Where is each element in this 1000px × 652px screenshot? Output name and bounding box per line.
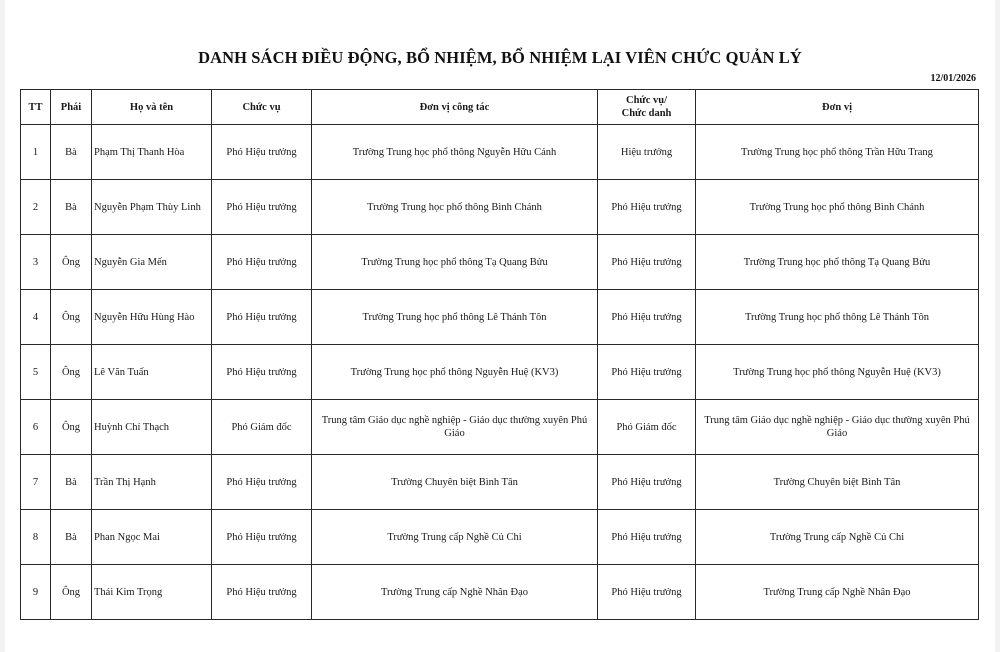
cell-ho-va-ten: Huỳnh Chí Thạch	[92, 400, 212, 455]
cell-chuc-vu-moi: Phó Hiệu trưởng	[598, 565, 696, 620]
cell-don-vi: Trường Trung cấp Nghề Nhân Đạo	[696, 565, 979, 620]
table-row	[21, 510, 979, 565]
cell-tt: 6	[21, 400, 51, 455]
header-chuc-vu: Chức vụ	[212, 90, 312, 125]
cell-phai: Bà	[51, 455, 92, 510]
cell-chuc-vu-moi: Phó Hiệu trưởng	[598, 345, 696, 400]
cell-ho-va-ten: Thái Kim Trọng	[92, 565, 212, 620]
cell-don-vi-cong-tac: Trường Trung cấp Nghề Củ Chi	[312, 510, 598, 565]
document-date: 12/01/2026	[930, 73, 976, 84]
cell-chuc-vu-moi: Phó Hiệu trưởng	[598, 455, 696, 510]
page-edge-left	[0, 0, 5, 652]
cell-phai: Ông	[51, 290, 92, 345]
cell-don-vi-cong-tac: Trường Trung học phổ thông Bình Chánh	[312, 180, 598, 235]
cell-phai: Ông	[51, 565, 92, 620]
cell-tt: 8	[21, 510, 51, 565]
cell-don-vi-cong-tac: Trường Chuyên biệt Bình Tân	[312, 455, 598, 510]
cell-chuc-vu: Phó Giám đốc	[212, 400, 312, 455]
cell-chuc-vu-moi: Hiệu trưởng	[598, 125, 696, 180]
cell-don-vi-cong-tac: Trường Trung học phổ thông Nguyễn Hữu Cảnh	[312, 125, 598, 180]
cell-chuc-vu-moi: Phó Hiệu trưởng	[598, 510, 696, 565]
cell-chuc-vu-moi: Phó Hiệu trưởng	[598, 180, 696, 235]
cell-don-vi: Trường Trung học phổ thông Bình Chánh	[696, 180, 979, 235]
cell-tt: 1	[21, 125, 51, 180]
cell-chuc-vu: Phó Hiệu trưởng	[212, 125, 312, 180]
cell-chuc-vu: Phó Hiệu trưởng	[212, 235, 312, 290]
cell-phai: Ông	[51, 345, 92, 400]
cell-chuc-vu: Phó Hiệu trưởng	[212, 455, 312, 510]
table-row	[21, 565, 979, 620]
cell-don-vi: Trường Trung học phổ thông Tạ Quang Bửu	[696, 235, 979, 290]
cell-ho-va-ten: Nguyễn Gia Mến	[92, 235, 212, 290]
cell-don-vi: Trường Trung học phổ thông Nguyễn Huệ (KV3)	[696, 345, 979, 400]
table-row	[21, 235, 979, 290]
cell-ho-va-ten: Phan Ngọc Mai	[92, 510, 212, 565]
appointment-table	[20, 89, 979, 620]
cell-tt: 2	[21, 180, 51, 235]
cell-chuc-vu: Phó Hiệu trưởng	[212, 510, 312, 565]
cell-don-vi-cong-tac: Trường Trung học phổ thông Lê Thánh Tôn	[312, 290, 598, 345]
cell-chuc-vu: Phó Hiệu trưởng	[212, 345, 312, 400]
cell-don-vi: Trường Trung học phổ thông Lê Thánh Tôn	[696, 290, 979, 345]
table-row	[21, 290, 979, 345]
cell-don-vi-cong-tac: Trường Trung học phổ thông Nguyễn Huệ (KV3)	[312, 345, 598, 400]
cell-chuc-vu: Phó Hiệu trưởng	[212, 565, 312, 620]
cell-tt: 5	[21, 345, 51, 400]
cell-tt: 3	[21, 235, 51, 290]
cell-chuc-vu: Phó Hiệu trưởng	[212, 180, 312, 235]
cell-don-vi: Trường Trung cấp Nghề Củ Chi	[696, 510, 979, 565]
header-don-vi-cong-tac: Đơn vị công tác	[312, 90, 598, 125]
cell-phai: Bà	[51, 125, 92, 180]
header-chuc-vu-chuc-danh	[598, 90, 696, 125]
cell-chuc-vu-moi: Phó Giám đốc	[598, 400, 696, 455]
cell-don-vi-cong-tac: Trường Trung cấp Nghề Nhân Đạo	[312, 565, 598, 620]
header-chuc-vu-chuc-danh-line1: Chức vụ/	[625, 95, 667, 106]
header-chuc-vu-chuc-danh-line2: Chức danh	[621, 108, 672, 119]
header-ho-va-ten: Họ và tên	[92, 90, 212, 125]
cell-phai: Bà	[51, 510, 92, 565]
cell-ho-va-ten: Nguyễn Phạm Thùy Linh	[92, 180, 212, 235]
cell-tt: 7	[21, 455, 51, 510]
table-row	[21, 180, 979, 235]
cell-don-vi: Trường Chuyên biệt Bình Tân	[696, 455, 979, 510]
cell-ho-va-ten: Lê Văn Tuấn	[92, 345, 212, 400]
cell-ho-va-ten: Nguyễn Hữu Hùng Hào	[92, 290, 212, 345]
table-row	[21, 345, 979, 400]
cell-don-vi-cong-tac: Trường Trung học phổ thông Tạ Quang Bửu	[312, 235, 598, 290]
cell-tt: 9	[21, 565, 51, 620]
cell-phai: Ông	[51, 235, 92, 290]
cell-phai: Bà	[51, 180, 92, 235]
header-don-vi: Đơn vị	[696, 90, 979, 125]
cell-chuc-vu-moi: Phó Hiệu trưởng	[598, 290, 696, 345]
cell-don-vi-cong-tac: Trung tâm Giáo dục nghề nghiệp - Giáo dục thường xuyên Phú Giáo	[312, 400, 598, 455]
cell-tt: 4	[21, 290, 51, 345]
cell-ho-va-ten: Phạm Thị Thanh Hòa	[92, 125, 212, 180]
table-row	[21, 125, 979, 180]
document-title: DANH SÁCH ĐIỀU ĐỘNG, BỔ NHIỆM, BỔ NHIỆM LẠI VIÊN CHỨC QUẢN LÝ	[198, 48, 802, 67]
cell-don-vi: Trường Trung học phổ thông Trần Hữu Trang	[696, 125, 979, 180]
cell-ho-va-ten: Trần Thị Hạnh	[92, 455, 212, 510]
table-header-row	[21, 90, 979, 125]
table-row	[21, 455, 979, 510]
cell-phai: Ông	[51, 400, 92, 455]
cell-don-vi: Trung tâm Giáo dục nghề nghiệp - Giáo dục thường xuyên Phú Giáo	[696, 400, 979, 455]
cell-chuc-vu-moi: Phó Hiệu trưởng	[598, 235, 696, 290]
header-phai: Phái	[51, 90, 92, 125]
page-edge-right	[995, 0, 1000, 652]
header-tt: TT	[21, 90, 51, 125]
table-row	[21, 400, 979, 455]
cell-chuc-vu: Phó Hiệu trưởng	[212, 290, 312, 345]
